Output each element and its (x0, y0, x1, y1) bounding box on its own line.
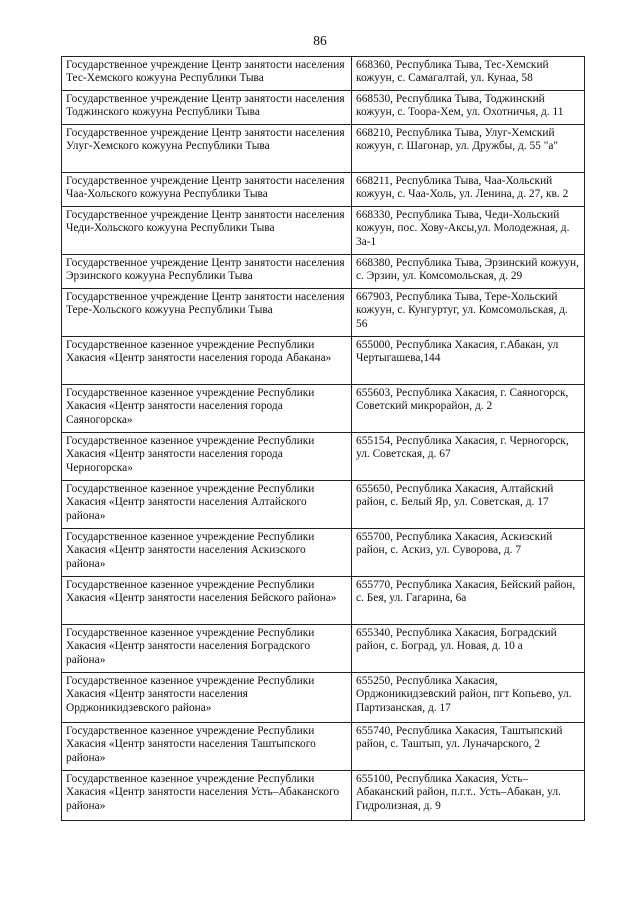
institution-name-cell: Государственное учреждение Центр занятости населения Чаа-Хольского кожууна Республики Тыва (62, 173, 352, 207)
table-row (62, 577, 585, 625)
institution-name-cell: Государственное учреждение Центр занятости населения Улуг-Хемского кожууна Республики Тыва (62, 125, 352, 173)
table-row (62, 723, 585, 771)
table-row (62, 481, 585, 529)
table-row (62, 625, 585, 673)
address-cell: 655154, Республика Хакасия, г. Черногорск, ул. Советская, д. 67 (352, 433, 585, 481)
address-cell: 655340, Республика Хакасия, Боградский район, с. Боград, ул. Новая, д. 10 а (352, 625, 585, 673)
institution-name-cell: Государственное учреждение Центр занятости населения Тоджинского кожууна Республики Тыва (62, 91, 352, 125)
address-cell: 668211, Республика Тыва, Чаа-Хольский кожуун, с. Чаа-Холь, ул. Ленина, д. 27, кв. 2 (352, 173, 585, 207)
table-row (62, 385, 585, 433)
table-row (62, 289, 585, 337)
institution-name-cell: Государственное казенное учреждение Республики Хакасия «Центр занятости населения Боградского района» (62, 625, 352, 673)
address-cell: 655700, Республика Хакасия, Аскизский район, с. Аскиз, ул. Суворова, д. 7 (352, 529, 585, 577)
table-row (62, 91, 585, 125)
table-row (62, 207, 585, 255)
institution-name-cell: Государственное казенное учреждение Республики Хакасия «Центр занятости населения города Саяногорска» (62, 385, 352, 433)
institution-name-cell: Государственное казенное учреждение Республики Хакасия «Центр занятости населения Таштыпского района» (62, 723, 352, 771)
table-row (62, 125, 585, 173)
address-cell: 655770, Республика Хакасия, Бейский район, с. Бея, ул. Гагарина, 6а (352, 577, 585, 625)
institution-name-cell: Государственное казенное учреждение Республики Хакасия «Центр занятости населения Алтайского района» (62, 481, 352, 529)
table-row (62, 255, 585, 289)
address-cell: 668330, Республика Тыва, Чеди-Хольский кожуун, пос. Хову-Аксы,ул. Молодежная, д. 3а-1 (352, 207, 585, 255)
page-number: 86 (313, 33, 327, 48)
institution-name-cell: Государственное учреждение Центр занятости населения Эрзинского кожууна Республики Тыва (62, 255, 352, 289)
institution-name-cell: Государственное казенное учреждение Республики Хакасия «Центр занятости населения города Черногорска» (62, 433, 352, 481)
institution-name-cell: Государственное казенное учреждение Республики Хакасия «Центр занятости населения Орджоникидзевского района» (62, 673, 352, 723)
address-cell: 667903, Республика Тыва, Тере-Хольский кожуун, с. Кунгуртуг, ул. Комсомольская, д. 56 (352, 289, 585, 337)
table-row (62, 529, 585, 577)
address-cell: 668530, Республика Тыва, Тоджинский кожуун, с. Тоора-Хем, ул. Охотничья, д. 11 (352, 91, 585, 125)
institution-name-cell: Государственное казенное учреждение Республики Хакасия «Центр занятости населения города Абакана» (62, 337, 352, 385)
address-cell: 668380, Республика Тыва, Эрзинский кожуун, с. Эрзин, ул. Комсомольская, д. 29 (352, 255, 585, 289)
address-cell: 655650, Республика Хакасия, Алтайский район, с. Белый Яр, ул. Советская, д. 17 (352, 481, 585, 529)
address-cell: 655100, Республика Хакасия, Усть–Абаканский район, п.г.т.. Усть–Абакан, ул. Гидролизная, д. 9 (352, 771, 585, 821)
institution-name-cell: Государственное учреждение Центр занятости населения Тес-Хемского кожууна Республики Тыва (62, 57, 352, 91)
table-row (62, 433, 585, 481)
institution-name-cell: Государственное учреждение Центр занятости населения Тере-Хольского кожууна Республики Тыва (62, 289, 352, 337)
institution-name-cell: Государственное казенное учреждение Республики Хакасия «Центр занятости населения Аскизского района» (62, 529, 352, 577)
table-row (62, 771, 585, 821)
table-row (62, 673, 585, 723)
address-cell: 668360, Республика Тыва, Тес-Хемский кожуун, с. Самагалтай, ул. Кунаа, 58 (352, 57, 585, 91)
table-row (62, 337, 585, 385)
address-cell: 655740, Республика Хакасия, Таштыпский район, с. Таштып, ул. Луначарского, 2 (352, 723, 585, 771)
table-row (62, 173, 585, 207)
table-row (62, 57, 585, 91)
address-cell: 655250, Республика Хакасия, Орджоникидзевский район, пгт Копьево, ул. Партизанская, д. 17 (352, 673, 585, 723)
institution-name-cell: Государственное учреждение Центр занятости населения Чеди-Хольского кожууна Республики Тыва (62, 207, 352, 255)
employment-centers-table (61, 56, 585, 821)
address-cell: 655000, Республика Хакасия, г.Абакан, ул Чертыгашева,144 (352, 337, 585, 385)
address-cell: 655603, Республика Хакасия, г. Саяногорск, Советский микрорайон, д. 2 (352, 385, 585, 433)
address-cell: 668210, Республика Тыва, Улуг-Хемский кожуун, г. Шагонар, ул. Дружбы, д. 55 "а" (352, 125, 585, 173)
institution-name-cell: Государственное казенное учреждение Республики Хакасия «Центр занятости населения Усть–Абаканского района» (62, 771, 352, 821)
institution-name-cell: Государственное казенное учреждение Республики Хакасия «Центр занятости населения Бейского района» (62, 577, 352, 625)
